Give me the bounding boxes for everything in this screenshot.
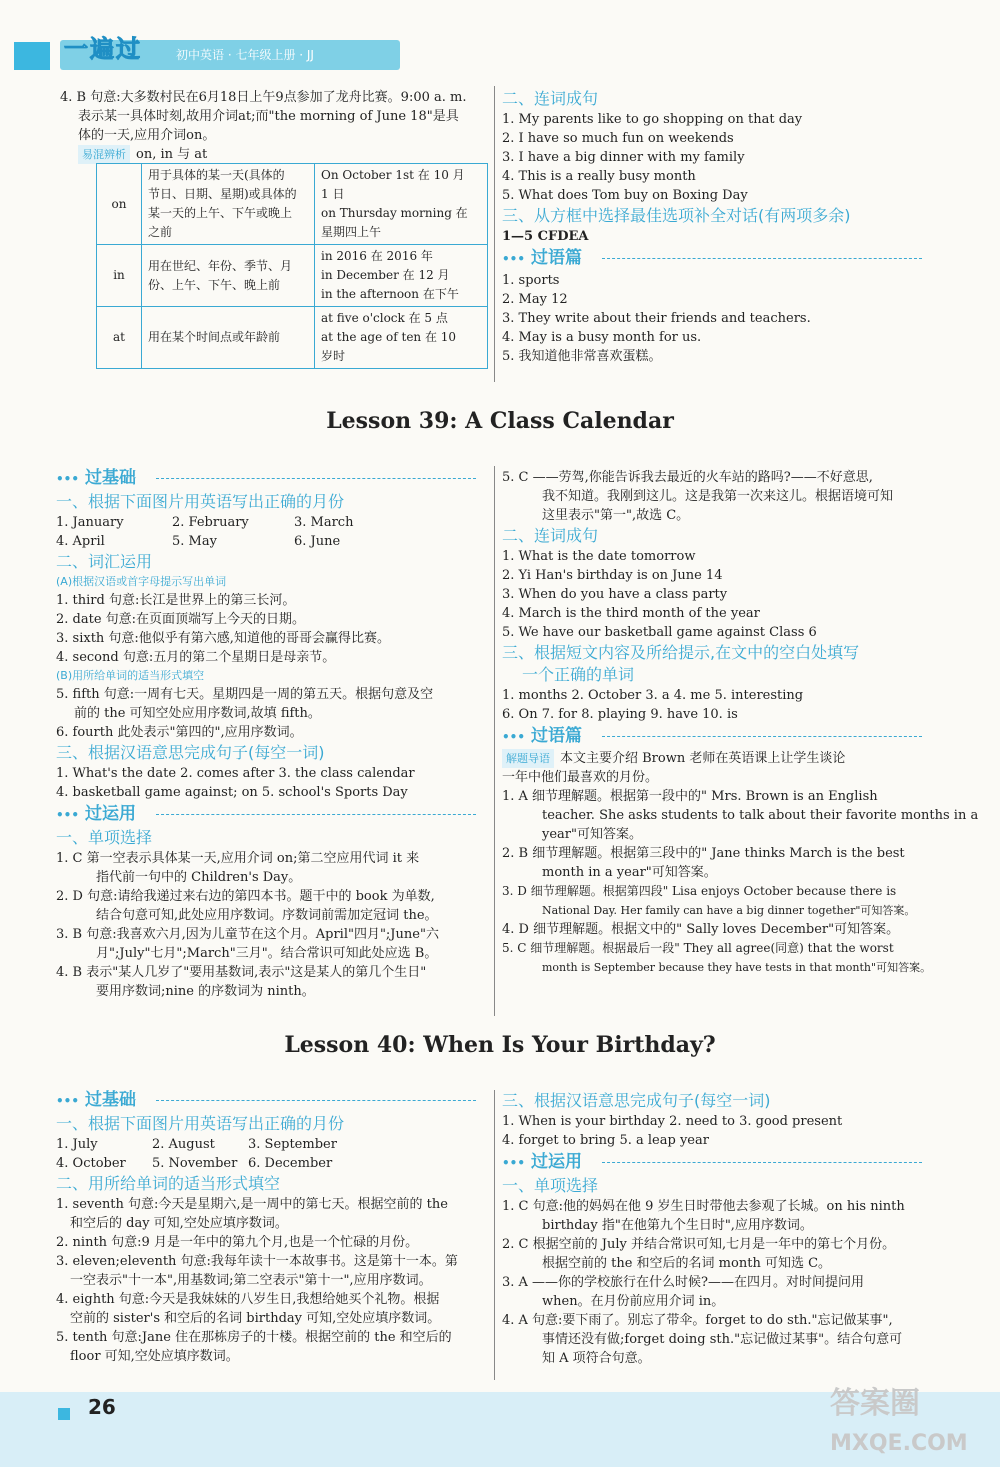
text-line: 前的 the 可知空处应用序数词,故填 fifth。	[74, 706, 321, 721]
dots-icon: •••	[502, 730, 526, 744]
stage-heading: ••• 过基础	[56, 1088, 492, 1113]
section-heading: 一、单项选择	[56, 828, 153, 847]
section-heading: 二、连词成句	[502, 526, 599, 545]
dots-icon: •••	[56, 1094, 80, 1108]
table-row	[97, 307, 488, 369]
text-line: 2. I have so much fun on weekends	[502, 131, 734, 146]
text-line: 1. C 句意:他的妈妈在他 9 岁生日时带他去参观了长城。on his ninth	[502, 1199, 905, 1214]
text-line: 2. Yi Han's birthday is on June 14	[502, 568, 723, 583]
header-square	[14, 42, 50, 70]
lesson40-right-column	[502, 1090, 942, 1368]
table-row	[97, 245, 488, 307]
text-line: 根据空前的 the 和空后的名词 month 可知选 C。	[542, 1256, 832, 1271]
text-line: 5. We have our basketball game against Class 6	[502, 625, 817, 640]
text-line: 3. I have a big dinner with my family	[502, 150, 745, 165]
text-line: 一年中他们最喜欢的月份。	[502, 770, 659, 785]
page-header	[0, 35, 1000, 74]
text-line: 4. forget to bring 5. a leap year	[502, 1133, 709, 1148]
table-cell: On October 1st 在 10 月 1 日 on Thursday morning 在 星期四上午	[315, 164, 488, 245]
text-line: 5. fifth 句意:一周有七天。星期四是一周的第五天。根据句意及空	[56, 687, 434, 702]
text-line: 5. What does Tom buy on Boxing Day	[502, 188, 748, 203]
text-line: 1—5 CFDEA	[502, 229, 589, 244]
table-cell: 用于具体的某一天(具体的 节日、日期、星期)或具体的 某一天的上午、下午或晚上 之前	[142, 164, 315, 245]
text-line: 解题导语 本文主要介绍 Brown 老师在英语课上让学生谈论	[502, 749, 942, 768]
text-line: 4. A 句意:要下雨了。别忘了带伞。forget to do sth."忘记做某事",	[502, 1313, 893, 1328]
text-line: 和空后的 day 可知,空处应填序数词。	[70, 1216, 288, 1231]
table-cell: at	[97, 307, 142, 369]
text-line: 3. B 句意:我喜欢六月,因为儿童节在这个月。April"四月";June"六	[56, 927, 439, 942]
table-cell: on	[97, 164, 142, 245]
text-line: 这里表示"第一",故选 C。	[542, 508, 690, 523]
watermark-logo: 答案圈	[830, 1386, 920, 1421]
tip-tag: 易混辨析	[78, 145, 130, 164]
text-line: National Day. Her family can have a big dinner together"可知答案。	[542, 904, 916, 917]
section-heading: 一个正确的单词	[522, 665, 635, 684]
lesson40-left-column	[56, 1088, 492, 1366]
text-line: 3. D 细节理解题。根据第四段" Lisa enjoys October because there is	[502, 884, 897, 898]
text-line: 5. 我知道他非常喜欢蛋糕。	[502, 349, 662, 364]
text-line: birthday 指"在他第九个生日时",应用序数词。	[542, 1218, 813, 1233]
text-line: 5. C ——劳驾,你能告诉我去最近的火车站的路吗?——不好意思,	[502, 470, 873, 485]
text-line: 4. April 5. May 6. June	[56, 534, 341, 549]
text-line: 4. B 句意:大多数村民在6月18日上午9点参加了龙舟比赛。9:00 a. m.	[60, 90, 467, 105]
page-number: 26	[88, 1395, 116, 1419]
text-line: 3. A ——你的学校旅行在什么时候?——在四月。对时间提问用	[502, 1275, 865, 1290]
footer-square	[58, 1408, 70, 1420]
stage-heading: ••• 过运用	[56, 802, 492, 827]
lesson-title: Lesson 40: When Is Your Birthday?	[284, 1032, 716, 1058]
section-heading: 三、从方框中选择最佳选项补全对话(有两项多余)	[502, 206, 851, 225]
lesson39-left-column	[56, 466, 492, 1001]
stage-heading: ••• 过语篇	[502, 724, 942, 749]
table-cell: in	[97, 245, 142, 307]
text-line: 1. July 2. August 3. September	[56, 1137, 337, 1152]
column-divider	[494, 86, 495, 382]
table-cell: in 2016 在 2016 年 in December 在 12 月 in the afternoon 在下午	[315, 245, 488, 307]
text-line: 指代前一句中的 Children's Day。	[96, 870, 302, 885]
section-heading: 一、根据下面图片用英语写出正确的月份	[56, 1114, 345, 1133]
text-line: 6. fourth 此处表示"第四的",应用序数词。	[56, 725, 303, 740]
stage-heading: ••• 过基础	[56, 466, 492, 491]
top-left-column	[60, 88, 490, 164]
stage-heading: ••• 过语篇	[502, 246, 942, 271]
text-line: 空前的 sister's 和空后的名词 birthday 可知,空处应填序数词。	[70, 1311, 441, 1326]
stage-heading: ••• 过运用	[502, 1150, 942, 1175]
lesson39-right-column	[502, 468, 979, 977]
text-line: 4. basketball game against; on 5. school's Sports Day	[56, 785, 408, 800]
text-line: 表示某一具体时刻,故用介词at;而"the morning of June 18"是具	[78, 109, 459, 124]
text-line: 5. C 细节理解题。根据最后一段" They all agree(同意) that the worst	[502, 941, 894, 955]
guide-tag: 解题导语	[502, 749, 554, 768]
top-right-column	[502, 88, 942, 366]
subsection-heading: (A)根据汉语或首字母提示写出单词	[56, 575, 227, 588]
text-line: 4. D 细节理解题。根据文中的" Sally loves December"可知答案。	[502, 922, 900, 937]
text-line: 4. This is a really busy month	[502, 169, 696, 184]
text-line: 1. sports	[502, 273, 560, 288]
text-line: 1. third 句意:长江是世界上的第三长河。	[56, 593, 296, 608]
section-heading: 三、根据短文内容及所给提示,在文中的空白处填写	[502, 643, 860, 662]
text-line: 5. tenth 句意:Jane 住在那栋房子的十楼。根据空前的 the 和空后的	[56, 1330, 452, 1345]
section-heading: 二、用所给单词的适当形式填空	[56, 1174, 281, 1193]
text-line: 4. March is the third month of the year	[502, 606, 760, 621]
text-line: 2. ninth 句意:9 月是一年中的第九个月,也是一个忙碌的月份。	[56, 1235, 419, 1250]
dots-icon: •••	[56, 472, 80, 486]
comparison-table	[96, 163, 488, 369]
text-line: month is September because they have tests in that month"可知答案。	[542, 961, 932, 974]
text-line: 4. eighth 句意:今天是我妹妹的八岁生日,我想给她买个礼物。根据	[56, 1292, 440, 1307]
text-line: floor 可知,空处应填序数词。	[70, 1349, 239, 1364]
dots-icon: •••	[56, 808, 80, 822]
table-row	[97, 164, 488, 245]
text-line: 6. On 7. for 8. playing 9. have 10. is	[502, 707, 738, 722]
table-cell: at five o'clock 在 5 点 at the age of ten 在 10 岁时	[315, 307, 488, 369]
dots-icon: •••	[502, 1156, 526, 1170]
text-line: month in a year"可知答案。	[542, 865, 717, 880]
text-line: 2. B 细节理解题。根据第三段中的" Jane thinks March is the best	[502, 846, 905, 861]
text-line: 1. My parents like to go shopping on that day	[502, 112, 803, 127]
text-line: year"可知答案。	[542, 827, 642, 842]
text-line: 1. A 细节理解题。根据第一段中的" Mrs. Brown is an English	[502, 789, 878, 804]
section-heading: 三、根据汉语意思完成句子(每空一词)	[502, 1091, 771, 1110]
text-line: 1. What is the date tomorrow	[502, 549, 696, 564]
text-line: 4. October 5. November 6. December	[56, 1156, 333, 1171]
text-line: teacher. She asks students to talk about their favorite months in a	[542, 808, 979, 823]
text-line: 3. eleven;eleventh 句意:我每年读十一本故事书。这是第十一本。第	[56, 1254, 458, 1269]
text-line: 2. May 12	[502, 292, 568, 307]
table-cell: 用在某个时间点或年龄前	[142, 307, 315, 369]
lesson-title: Lesson 39: A Class Calendar	[326, 408, 674, 434]
text-line: 2. date 句意:在页面顶端写上今天的日期。	[56, 612, 306, 627]
text-line: 3. They write about their friends and teachers.	[502, 311, 811, 326]
brand-logo: 一遍过	[64, 35, 142, 63]
section-heading: 三、根据汉语意思完成句子(每空一词)	[56, 743, 325, 762]
text-line: 1. C 第一空表示具体某一天,应用介词 on;第二空应用代词 it 来	[56, 851, 420, 866]
text-line: 4. B 表示"某人几岁了"要用基数词,表示"这是某人的第几个生日"	[56, 965, 427, 980]
text-line: 3. sixth 句意:他似乎有第六感,知道他的哥哥会赢得比赛。	[56, 631, 390, 646]
text-line: 我不知道。我刚到这儿。这是我第一次来这儿。根据语境可知	[542, 489, 894, 504]
table-cell: 用在世纪、年份、季节、月 份、上午、下午、晚上前	[142, 245, 315, 307]
text-line: 月";July"七月";March"三月"。结合常识可知此处应选 B。	[96, 946, 438, 961]
section-heading: 一、根据下面图片用英语写出正确的月份	[56, 492, 345, 511]
tip-text: on, in 与 at	[136, 147, 208, 162]
dots-icon: •••	[502, 252, 526, 266]
text-line: when。在月份前应用介词 in。	[542, 1294, 725, 1309]
text-line: 1. seventh 句意:今天是星期六,是一周中的第七天。根据空前的 the	[56, 1197, 448, 1212]
text-line: 1. months 2. October 3. a 4. me 5. interesting	[502, 688, 804, 703]
subsection-heading: (B)用所给单词的适当形式填空	[56, 669, 205, 682]
section-heading: 二、词汇运用	[56, 552, 153, 571]
section-heading: 二、连词成句	[502, 89, 599, 108]
header-subtitle: 初中英语 · 七年级上册 · JJ	[176, 48, 314, 62]
text-line: 1. What's the date 2. comes after 3. the class calendar	[56, 766, 415, 781]
watermark-url: MXQE.COM	[830, 1431, 968, 1456]
text-line: 知 A 项符合句意。	[542, 1351, 651, 1366]
text-line: 3. When do you have a class party	[502, 587, 728, 602]
column-divider	[494, 466, 495, 1016]
text-line: 结合句意可知,此处应用序数词。序数词前需加定冠词 the。	[96, 908, 438, 923]
text-line: 要用序数词;nine 的序数词为 ninth。	[96, 984, 315, 999]
text-line: 体的一天,应用介词on。	[78, 128, 216, 143]
text-line: 2. D 句意:请给我递过来右边的第四本书。题干中的 book 为单数,	[56, 889, 435, 904]
text-line: 4. second 句意:五月的第二个星期日是母亲节。	[56, 650, 336, 665]
text-line: 2. C 根据空前的 July 并结合常识可知,七月是一年中的第七个月份。	[502, 1237, 896, 1252]
text-line: 事情还没有做;forget doing sth."忘记做过某事"。结合句意可	[542, 1332, 903, 1347]
section-heading: 一、单项选择	[502, 1176, 599, 1195]
text-line: 1. January 2. February 3. March	[56, 515, 354, 530]
text-line: 一空表示"十一本",用基数词;第二空表示"第十一",应用序数词。	[70, 1273, 432, 1288]
text-line: 4. May is a busy month for us.	[502, 330, 702, 345]
column-divider	[494, 1090, 495, 1380]
text-line: 1. When is your birthday 2. need to 3. good present	[502, 1114, 843, 1129]
